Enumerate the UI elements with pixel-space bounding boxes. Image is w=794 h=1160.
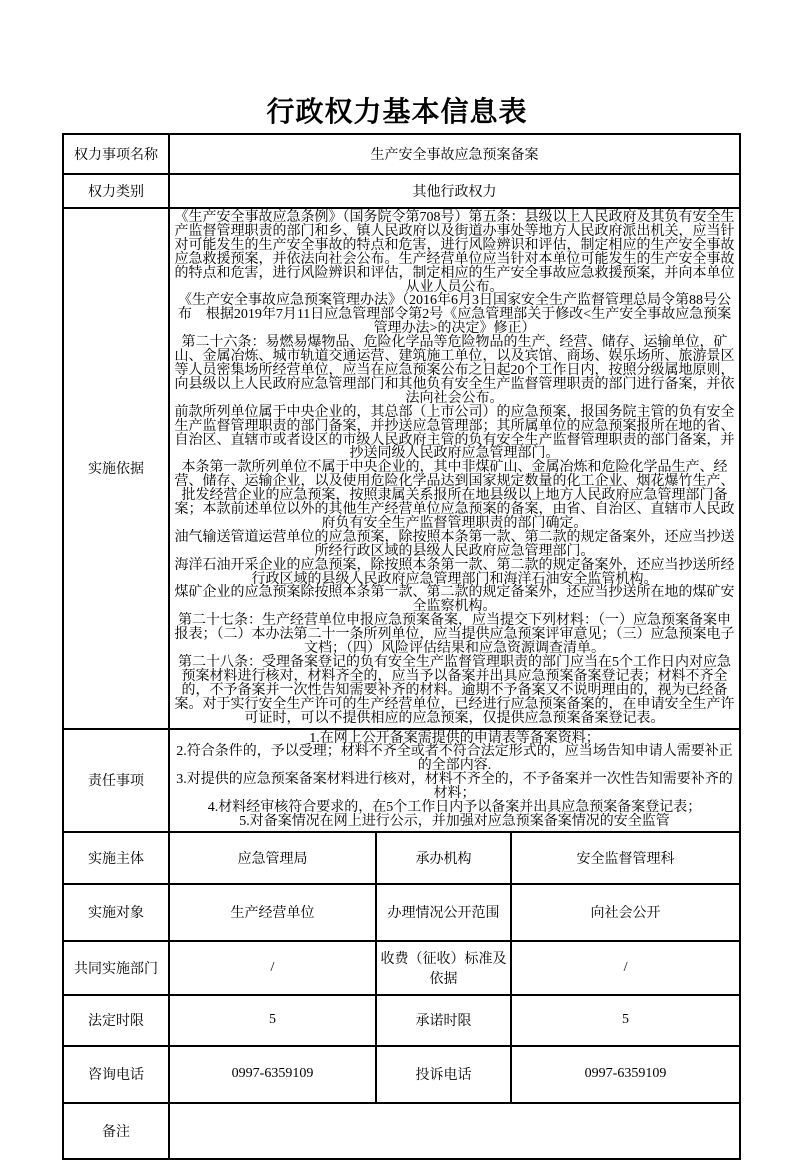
statutory-limit-label: 法定时限 <box>63 995 169 1046</box>
info-table <box>62 133 741 1160</box>
duty-item: 4.材料经审核符合要求的，在5个工作日内予以备案并出具应急预案备案登记表； <box>207 800 702 816</box>
row-category <box>63 174 740 208</box>
remark-value <box>169 1103 740 1159</box>
category-value: 其他行政权力 <box>169 174 740 208</box>
row-time-limit <box>63 995 740 1046</box>
fee-standard-value: / <box>511 941 740 995</box>
undertaker-value: 安全监督管理科 <box>511 832 740 884</box>
basis-paragraph: 《生产安全事故应急预案管理办法》（2016年6月3日国家安全生产监督管理总局令第88号公布 根据2019年7月11日应急管理部令第2号《应急管理部关于修改<生产安全事故应急预案管理办法>的决定》修正） <box>177 293 732 337</box>
row-phone <box>63 1046 740 1103</box>
duty-item: 3.对提供的应急预案备案材料进行核对，材料不齐全的，不予备案并一次性告知需要补齐的材料； <box>176 772 733 802</box>
basis-paragraph: 第二十七条：生产经营单位申报应急预案备案，应当提交下列材料：（一）应急预案备案申报表；（二）本办法第二十一条所列单位，应当提供应急预案评审意见；（三）应急预案电子文档；（四）风险评估结果和应急资源调查清单。 <box>174 613 735 657</box>
basis-text <box>169 208 740 729</box>
statutory-limit-value: 5 <box>169 995 376 1046</box>
joint-department-label: 共同实施部门 <box>63 941 169 995</box>
item-name-label: 权力事项名称 <box>63 134 169 174</box>
undertaker-label: 承办机构 <box>376 832 511 884</box>
row-remark <box>63 1103 740 1159</box>
page-title: 行政权力基本信息表 <box>266 97 528 128</box>
basis-paragraph: 油气输送管道运营单位的应急预案，除按照本条第一款、第二款的规定备案外，还应当抄送所经行政区域的县级人民政府应急管理部门。 <box>174 529 735 559</box>
item-name-value: 生产安全事故应急预案备案 <box>169 134 740 174</box>
promised-limit-value: 5 <box>511 995 740 1046</box>
row-duty-items <box>63 729 740 832</box>
basis-label: 实施依据 <box>63 208 169 729</box>
complaint-phone-value: 0997-6359109 <box>511 1046 740 1103</box>
category-label: 权力类别 <box>63 174 169 208</box>
basis-paragraph: 第二十八条：受理备案登记的负有安全生产监督管理职责的部门应当在5个工作日内对应急预案材料进行核对，材料齐全的，应当予以备案并出具应急预案备案登记表；材料不齐全的，不予备案并一次性告知需要补齐的材料。逾期不予备案又不说明理由的，视为已经备案。对于实行安全生产许可的生产经营单位，已经进行应急预案备案的，在申请安全生产许可证时，可以不提供相应的应急预案，仅提供应急预案备案登记表。 <box>174 655 735 726</box>
basis-paragraph: 本条第一款所列单位不属于中央企业的，其中非煤矿山、金属冶炼和危险化学品生产、经营、储存、运输企业，以及使用危险化学品达到国家规定数量的化工企业、烟花爆竹生产、批发经营企业的应急预案，按照隶属关系报所在地县级以上地方人民政府应急管理部门备案；本款前述单位以外的其他生产经营单位应急预案的备案，由省、自治区、直辖市人民政府负有安全生产监督管理职责的部门确定。 <box>174 460 735 531</box>
target-value: 生产经营单位 <box>169 884 376 941</box>
basis-paragraph: 前款所列单位属于中央企业的，其总部（上市公司）的应急预案，报国务院主管的负有安全生产监督管理职责的部门备案，并抄送应急管理部；其所属单位的应急预案报所在地的省、自治区、直辖市或者设区的市级人民政府主管的负有安全生产监督管理职责的部门备案，并抄送同级人民政府应急管理部门。 <box>174 404 735 462</box>
row-joint-department <box>63 941 740 995</box>
target-label: 实施对象 <box>63 884 169 941</box>
remark-label: 备注 <box>63 1103 169 1159</box>
subject-value: 应急管理局 <box>169 832 376 884</box>
basis-paragraph: 《生产安全事故应急条例》（国务院令第708号）第五条：县级以上人民政府及其负有安全生产监督管理职责的部门和乡、镇人民政府以及街道办事处等地方人民政府派出机关，应当针对可能发生的生产安全事故的特点和危害，进行风险辨识和评估，制定相应的生产安全事故应急救援预案，并依法向社会公布。生产经营单位应当针对本单位可能发生的生产安全事故的特点和危害，进行风险辨识和评估，制定相应的生产安全事故应急救援预案，并向本单位从业人员公布。 <box>174 210 735 295</box>
row-implementation-basis <box>63 208 740 729</box>
disclosure-scope-label: 办理情况公开范围 <box>376 884 511 941</box>
basis-paragraph: 第二十六条：易燃易爆物品、危险化学品等危险物品的生产、经营、储存、运输单位，矿山、金属冶炼、城市轨道交通运营、建筑施工单位，以及宾馆、商场、娱乐场所、旅游景区等人员密集场所经营单位，应当在应急预案公布之日起20个工作日内，按照分级属地原则，向县级以上人民政府应急管理部门和其他负有安全生产监督管理职责的部门进行备案，并依法向社会公布。 <box>174 335 735 406</box>
row-target <box>63 884 740 941</box>
basis-paragraph: 海洋石油开采企业的应急预案，除按照本条第一款、第二款的规定备案外，还应当抄送所经行政区域的县级人民政府应急管理部门和海洋石油安全监管机构。 <box>174 557 735 587</box>
disclosure-scope-value: 向社会公开 <box>511 884 740 941</box>
row-item-name <box>63 134 740 174</box>
promised-limit-label: 承诺时限 <box>376 995 511 1046</box>
complaint-phone-label: 投诉电话 <box>376 1046 511 1103</box>
duty-item: 1.在网上公开备案需提供的申请表等备案资料； <box>309 730 600 746</box>
joint-department-value: / <box>169 941 376 995</box>
duty-item: 5.对备案情况在网上进行公示，并加强对应急预案备案情况的安全监管 <box>239 813 670 829</box>
basis-paragraph: 煤矿企业的应急预案除按照本条第一款、第二款的规定备案外，还应当抄送所在地的煤矿安全监察机构。 <box>174 585 735 615</box>
fee-standard-label: 收费（征收）标准及依据 <box>376 941 511 995</box>
subject-label: 实施主体 <box>63 832 169 884</box>
consult-phone-label: 咨询电话 <box>63 1046 169 1103</box>
row-subject <box>63 832 740 884</box>
duty-item: 2.符合条件的，予以受理；材料不齐全或者不符合法定形式的，应当场告知申请人需要补正的全部内容. <box>176 744 733 774</box>
duty-text <box>169 729 740 832</box>
consult-phone-value: 0997-6359109 <box>169 1046 376 1103</box>
duty-label: 责任事项 <box>63 729 169 832</box>
